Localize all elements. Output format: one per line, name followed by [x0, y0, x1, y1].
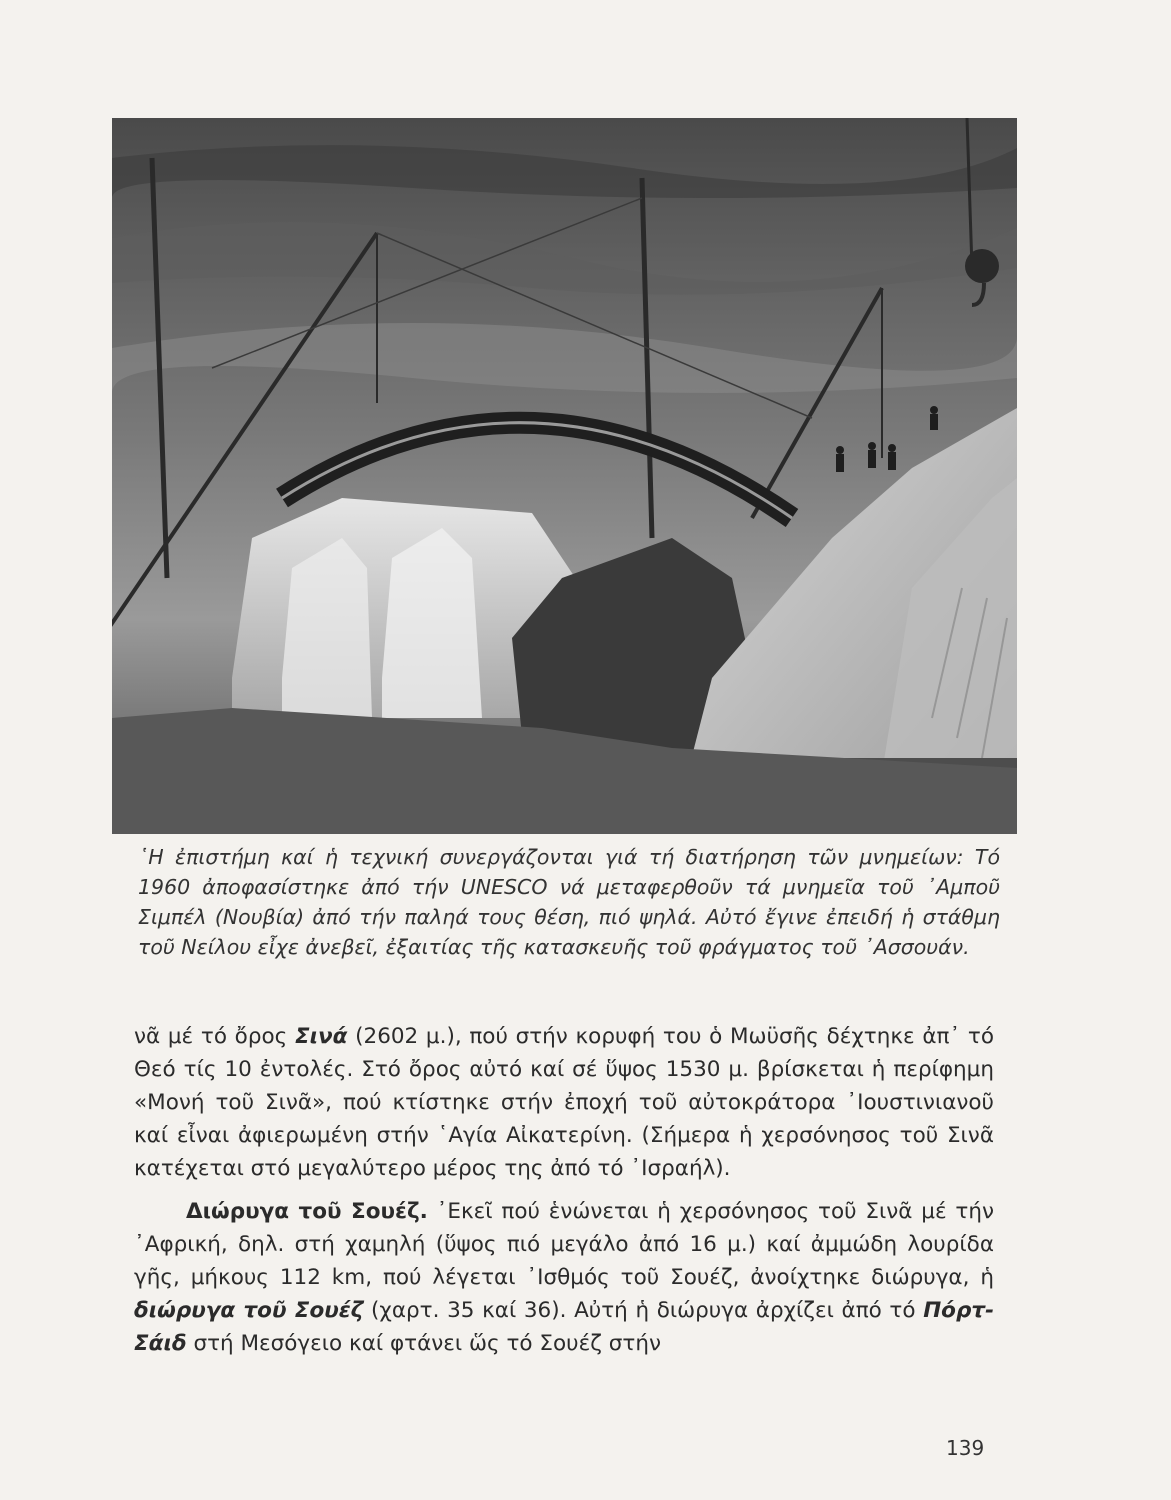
suez-canal-heading: Διώρυγα τοῦ Σουέζ.	[186, 1199, 428, 1224]
paragraph-sinai-text-2: (2602 μ.), πού στήν κορυφή του ὁ Μωϋσῆς δέχτηκε ἀπ᾿ τό Θεό τίς 10 ἐντολές. Στό ὄρος αὐτό καί σέ ὕψος 1530 μ. βρίσκεται ἡ περίφημη «Μονή τοῦ Σινᾶ», πού κτίστηκε στήν ἐποχή τοῦ αὐτοκράτορα ᾿Ιουστινιανοῦ καί εἶναι ἀφιερωμένη στήν ῾Αγία Αἰκατερίνη. (Σήμερα ἡ χερσόνησος τοῦ Σινᾶ κατέχεται στό μεγαλύτερο μέρος της ἀπό τό ᾿Ισραήλ).	[134, 1024, 994, 1181]
sinai-term: Σινά	[294, 1024, 348, 1049]
paragraph-sinai-text-1: νᾶ μέ τό ὄρος	[134, 1024, 295, 1049]
paragraph-suez	[134, 1195, 994, 1360]
suez-canal-term: διώρυγα τοῦ Σουέζ	[134, 1298, 364, 1323]
port-said-term: Πόρτ-Σάιδ	[134, 1298, 994, 1356]
paragraph-suez-text-2: (χαρτ. 35 καί 36). Αὐτή ἡ διώρυγα ἀρχίζει ἀπό τό	[363, 1298, 924, 1323]
body-text	[134, 1020, 994, 1360]
abu-simbel-photo	[112, 118, 1017, 834]
paragraph-suez-text-1: ᾿Εκεῖ πού ἑνώνεται ἡ χερσόνησος τοῦ Σινᾶ μέ τήν ᾿Αφρική, δηλ. στή χαμηλή (ὕψος πιό μεγάλο ἀπό 16 μ.) καί ἀμμώδη λουρίδα γῆς, μήκους 112 km, πού λέγεται ᾿Ισθμός τοῦ Σουέζ, ἀνοίχτηκε διώρυγα, ἡ	[134, 1199, 995, 1290]
paragraph-sinai	[134, 1020, 994, 1185]
photo-caption: ῾Η ἐπιστήμη καί ἡ τεχνική συνεργάζονται γιά τή διατήρηση τῶν μνημείων: Τό 1960 ἀποφασίστηκε ἀπό τήν UNESCO νά μεταφερθοῦν τά μνημεῖα τοῦ ᾿Αμποῦ Σιμπέλ (Νουβία) ἀπό τήν παληά τους θέση, πιό ψηλά. Αὐτό ἔγινε ἐπειδή ἡ στάθμη τοῦ Νείλου εἶχε ἀνεβεῖ, ἐξαιτίας τῆς κατασκευῆς τοῦ φράγματος τοῦ ᾿Ασσουάν.	[138, 845, 1000, 959]
paragraph-suez-text-3: στή Μεσόγειο καί φτάνει ὥς τό Σουέζ στήν	[186, 1331, 661, 1356]
page-number: 139	[946, 1436, 985, 1460]
